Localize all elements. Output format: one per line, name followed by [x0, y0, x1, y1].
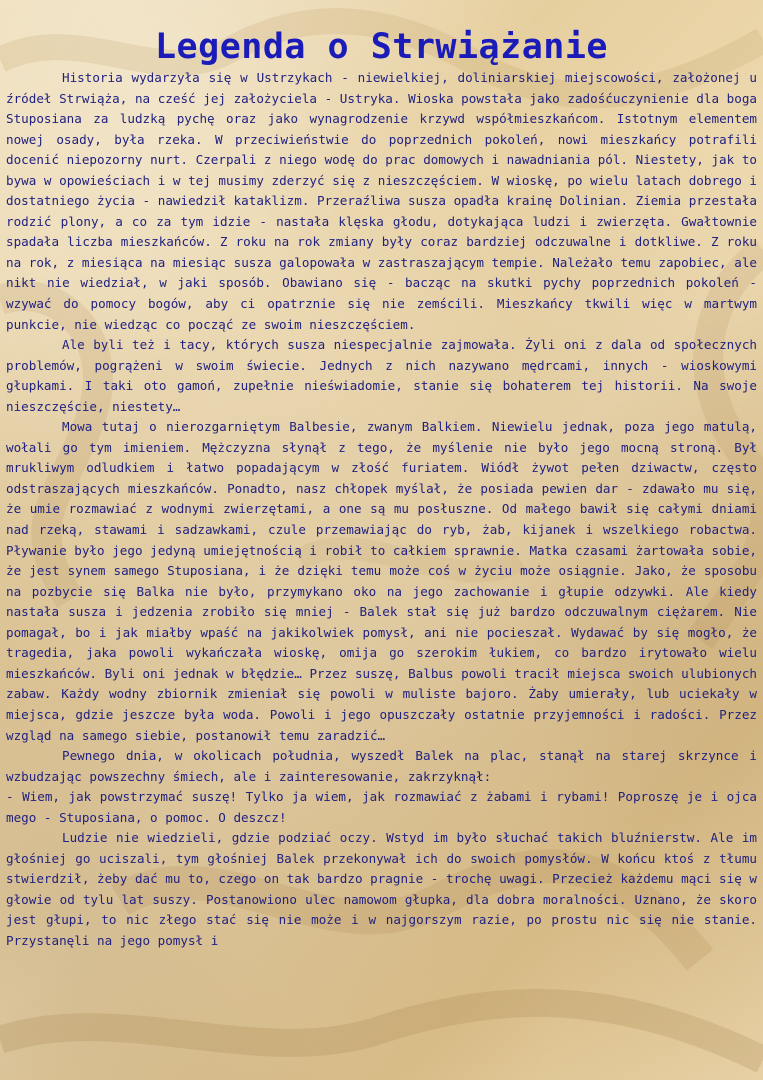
paragraph: Pewnego dnia, w okolicach południa, wyszedł Balek na plac, stanął na starej skrzynce i wzbudzając powszechny śmiech, ale i zainteresowanie, zakrzyknął:	[6, 748, 757, 784]
paragraph: Historia wydarzyła się w Ustrzykach - niewielkiej, doliniarskiej miejscowości, założonej u źródeł Strwiąża, na cześć jej założyciela - Ustryka. Wioska powstała jako zadośćuczynienie dla boga Stuposiana za ludzką pychę oraz jako wynagrodzenie krzywd współmieszkańcom. Istotnym elementem nowej osady, była rzeka. W przeciwieństwie do poprzednich pokoleń, nowi mieszkańcy potrafili docenić niepozorny nurt. Czerpali z niego wodę do prac domowych i nawadniania pól. Niestety, jak to bywa w opowieściach i w tej musimy zderzyć się z nieszczęściem. W wioskę, po wielu latach dobrego i dostatniego życia - nawiedził kataklizm. Przeraźliwa susza opadła krainę Dolinian. Ziemia przestała rodzić plony, a co za tym idzie - nastała klęska głodu, dotykająca ludzi i zwierzęta. Gwałtownie spadała liczba mieszkańców. Z roku na rok zmiany były coraz bardziej odczuwalne i dotkliwe. Z roku na rok, z miesiąca na miesiąc susza galopowała w zastraszającym tempie. Należało temu zapobiec, ale nikt nie wiedział, w jaki sposób. Obawiano się - bacząc na skutki pychy poprzednich pokoleń - wzywać do pomocy bogów, aby ci opatrznie się nie zemścili. Mieszkańcy tkwili więc w martwym punkcie, nie wiedząc co począć ze swoim nieszczęściem.	[6, 70, 757, 332]
paragraph: Mowa tutaj o nierozgarniętym Balbesie, zwanym Balkiem. Niewielu jednak, poza jego matulą, wołali go tym imieniem. Mężczyzna słynął z tego, że myślenie nie było jego mocną stroną. Był mrukliwym odludkiem i łatwo popadającym w złość furiatem. Wiódł żywot pełen dziwactw, często odstraszających mieszkańców. Ponadto, nasz chłopek myślał, że posiada pewien dar - zdawało mu się, że umie rozmawiać z wodnymi zwierzętami, a one są mu posłuszne. Od małego bawił się całymi dniami nad rzeką, stawami i sadzawkami, czule przemawiając do ryb, żab, kijanek i wszelkiego robactwa. Pływanie było jego jedyną umiejętnością i robił to całkiem sprawnie. Matka czasami żartowała sobie, że jest synem samego Stuposiana, i że dzięki temu może coś w życiu może osiągnie. Jako, że sposobu na pozbycie się Balka nie było, przymykano oko na jego zachowanie i głupie odzywki. Ale kiedy nastała susza i jedzenia zrobiło się mniej - Balek stał się już bardzo odczuwalnym ciężarem. Nie pomagał, bo i jak miałby wpaść na jakikolwiek pomysł, ani nie pocieszał. Wydawać by się mogło, że tragedia, jaka powoli wykańczała wioskę, omija go szerokim łukiem, co bardzo irytowało wielu mieszkańców. Byli oni jednak w błędzie… Przez suszę, Balbus powoli tracił miejsca swoich ulubionych zabaw. Każdy wodny zbiornik zmieniał się powoli w muliste bajoro. Żaby umierały, lub uciekały w miejsca, gdzie jeszcze była woda. Powoli i jego opuszczały ostatnie przyjemności i radości. Przez wzgląd na samego siebie, postanowił temu zaradzić…	[6, 419, 757, 743]
document-title: Legenda o Strwiążanie	[154, 27, 608, 67]
paragraph: Ludzie nie wiedzieli, gdzie podziać oczy. Wstyd im było słuchać takich bluźnierstw. Ale im głośniej go uciszali, tym głośniej Balek przekonywał ich do swoich pomysłów. W końcu ktoś z tłumu stwierdził, żeby dać mu to, czego on tak bardzo pragnie - trochę uwagi. Przecież każdemu mąci się w głowie od tylu lat suszy. Postanowiono ulec namowom głupka, dla dobra moralności. Uznano, że skoro jest głupi, to nic złego stać się nie może i w najgorszym razie, po prostu nic się nie stanie. Przystanęli na jego pomysł i	[6, 830, 757, 948]
dialogue-line: - Wiem, jak powstrzymać suszę! Tylko ja wiem, jak rozmawiać z żabami i rybami! Poproszę je i ojca mego - Stuposiana, o pomoc. O deszcz!	[6, 789, 757, 825]
paragraph: Ale byli też i tacy, których susza niespecjalnie zajmowała. Żyli oni z dala od społecznych problemów, pogrążeni w swoim świecie. Jednych z nich nazywano mędrcami, innych - wioskowymi głupkami. I taki oto gamoń, zupełnie nieświadomie, stanie się bohaterem tej historii. Na swoje nieszczęście, niestety…	[6, 337, 757, 414]
document-page	[6, 26, 757, 952]
document-body	[6, 68, 757, 952]
